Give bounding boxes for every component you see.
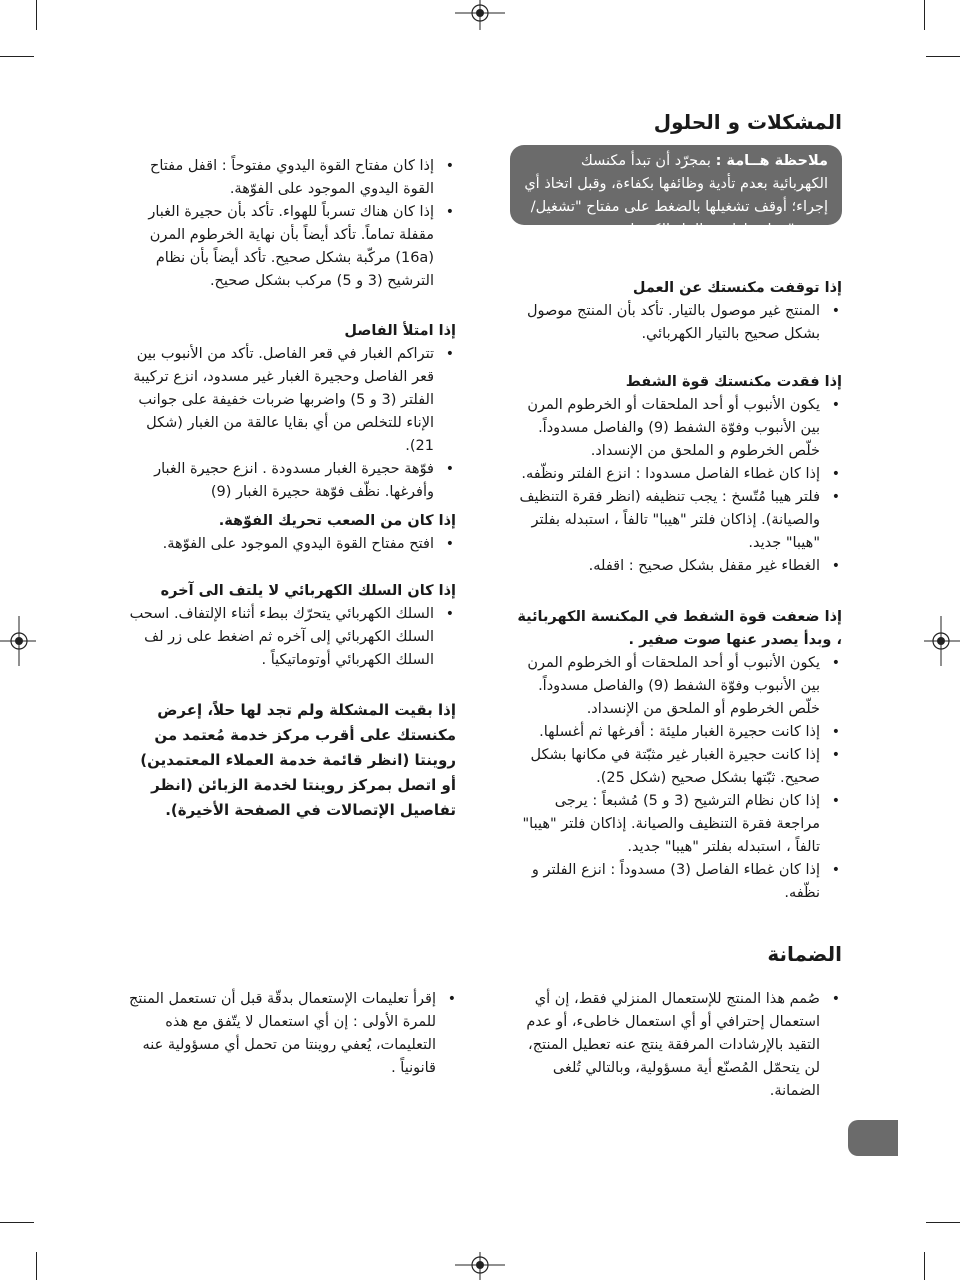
registration-mark-top <box>455 0 505 30</box>
section-title-separator-full: إذا امتلأ الفاصل <box>344 323 456 339</box>
crop-mark-bottom-left <box>36 1252 37 1280</box>
list-item: • تتراكم الغبار في قعر الفاصل. تأكد من الأنبوب بين قعر الفاصل وحجيرة الغبار غير مسدود، انزع تركيبة الفلتر (3 و 5) واضربها ضربات خفيفة على جوانب الإناء للتخلص من أي بقايا عالقة من الغبار (شكل 21). <box>122 343 456 458</box>
list-item: • المنتج غير موصول بالتيار. تأكد بأن المنتج موصول بشكل صحيح بالتيار الكهربائي. <box>510 300 842 346</box>
left-section-cord <box>122 580 456 672</box>
list-item: • إذا كان هناك تسرباً للهواء. تأكد بأن حجيرة الغبار مقفلة تماماً. تأكد أيضاً بأن نهاية الخرطوم المرن (16a) مركّبة بشكل صحيح. تأكد أيضاً بأن نظام الترشيح (3 و 5) مركب بشكل صحيح. <box>122 201 456 293</box>
registration-mark-right <box>924 616 960 666</box>
list-item: • إقرأ تعليمات الإستعمال بدقّة قبل أن تستعمل المنتج للمرة الأولى : إن أي استعمال لا يتّفق مع هذه التعليمات، يُعفي روينتا من تحمل أي مسؤولية عنه قانونياً . <box>128 988 458 1080</box>
final-advice: إذا بقيت المشكلة ولم تجد لها حلاً، إعرض مكنستك على أقرب مركز خدمة مُعتمد من روينتا (انظر قائمة خدمة العملاء المعتمدين) أو اتصل بمركز روينتا لخدمة الزبائن (انظر تفاصيل الإتصالات في الصفحة الأخيرة). <box>140 701 456 819</box>
list-item: • السلك الكهربائي يتحرّك ببطء أثناء الإلتفاف. اسحب السلك الكهربائي إلى آخره ثم اضغط على زر لف السلك الكهربائي أوتوماتيكياً . <box>122 603 456 672</box>
crop-mark-top-right <box>924 0 925 30</box>
section-title-cord: إذا كان السلك الكهربائي لا يلتف الى آخره <box>160 583 456 599</box>
list-cord <box>122 603 456 672</box>
notice-label: ملاحظة هــامة : <box>715 153 828 169</box>
section-title-suction-lost: إذا فقدت مكنستك قوة الشفط <box>625 374 842 390</box>
registration-mark-left <box>0 616 36 666</box>
crop-mark-top-right-h <box>926 56 960 57</box>
crop-mark-bottom-right-h <box>926 1222 960 1223</box>
warranty-heading: الضمانة <box>767 942 842 966</box>
list-warranty-right <box>510 988 842 1103</box>
list-item: • إذا كان مفتاح القوة اليدوي مفتوحاً : اقفل مفتاح القوة اليدوي الموجود على الفوّهة. <box>122 155 456 201</box>
notice-text: بمجرّد أن تبدأ مكنسك الكهربائية بعدم تأدية وظائفها بكفاءة، وقبل اتخاذ أي إجراء؛ أوقف تشغيلها بالضغط على مفتاح "تشغيل/توقف"، وافصلها عن التيار الكهربائي. <box>524 153 828 238</box>
important-notice-box <box>510 145 842 238</box>
right-section-whistling <box>510 606 842 905</box>
page-number-tab <box>848 1120 898 1156</box>
list-item: • فوّهة حجيرة الغبار مسدودة . انزع حجيرة الغبار وأفرغها. نظّف فوّهة حجيرة الغبار (9) <box>122 458 456 504</box>
list-item: • يكون الأنبوب أو أحد الملحقات أو الخرطوم المرن بين الأنبوب وفوّة الشفط (9) والفاصل مسدوداً. خلّص الخرطوم و الملحق من الإنسداد. <box>510 394 842 463</box>
list-item: • الغطاء غير مقفل بشكل صحيح : اقفله. <box>510 555 842 578</box>
list-nozzle <box>122 533 456 556</box>
list-item: • صُمم هذا المنتج للإستعمال المنزلي فقط، إن أي استعمال إحترافي أو أي استعمال خاطىء، أو عدم التقيد بالإرشادات المرفقة ينتج عنه تعطيل المنتج، لن يتحمّل المُصنّع أية مسؤولية، وبالتالي تُلغى الضمانة. <box>510 988 842 1103</box>
list-item: • فلتر هيبا مُتّسخ : يجب تنظيفه (انظر فقرة التنظيف والصيانة). إذاكان فلتر "هيبا" تالفاً ، استبدله بفلتر "هيبا" جديد. <box>510 486 842 555</box>
list-warranty-left <box>128 988 458 1080</box>
list-stopped <box>510 300 842 346</box>
list-item: • إذا كان غطاء الفاصل (3) مسدوداً : انزع الفلتر و نظّفه. <box>510 859 842 905</box>
list-item: • إذا كانت حجيرة الغبار غير مثبّتة في مكانها بشكل صحيح. ثبّتها بشكل صحيح (شكل 25). <box>510 744 842 790</box>
list-continued <box>122 155 456 293</box>
left-section-continued <box>122 155 456 293</box>
list-whistling <box>510 652 842 905</box>
crop-mark-bottom-left-h <box>0 1222 34 1223</box>
list-item: • إذا كان غطاء الفاصل مسدودا : انزع الفلتر ونظّفه. <box>510 463 842 486</box>
list-item: • إذا كان نظام الترشيح (3 و 5) مُشبعاً : يرجى مراجعة فقرة التنظيف والصيانة. إذاكان فلتر "هيبا" تالفاً ، استبدله بفلتر "هيبا" جديد. <box>510 790 842 859</box>
list-item: • يكون الأنبوب أو أحد الملحقات أو الخرطوم المرن بين الأنبوب وفوّة الشفط (9) والفاصل مسدوداً. خلّص الخرطوم أو الملحق من الإنسداد. <box>510 652 842 721</box>
warranty-left <box>128 988 458 1080</box>
registration-mark-bottom <box>455 1252 505 1280</box>
warranty-right <box>510 988 842 1103</box>
troubleshooting-heading: المشكلات و الحلول <box>653 110 842 134</box>
right-section-stopped <box>510 277 842 346</box>
crop-mark-bottom-right <box>924 1252 925 1280</box>
list-suction-lost <box>510 394 842 578</box>
crop-mark-top-left <box>36 0 37 30</box>
section-title-stopped: إذا توقفت مكنستك عن العمل <box>632 280 842 296</box>
section-title-nozzle: إذا كان من الصعب تحريك الفوّهة. <box>218 513 456 529</box>
list-separator-full <box>122 343 456 504</box>
right-section-suction-lost <box>510 371 842 578</box>
crop-mark-top-left-h <box>0 56 34 57</box>
section-title-whistling: إذا ضعفت قوة الشفط في المكنسة الكهربائية ، وبدأ يصدر عنها صوت صفير . <box>517 609 842 648</box>
list-item: • افتح مفتاح القوة اليدوي الموجود على الفوّهة. <box>122 533 456 556</box>
left-section-nozzle <box>122 510 456 556</box>
list-item: • إذا كانت حجيرة الغبار مليئة : أفرغها ثم أغسلها. <box>510 721 842 744</box>
left-section-separator-full <box>122 320 456 504</box>
